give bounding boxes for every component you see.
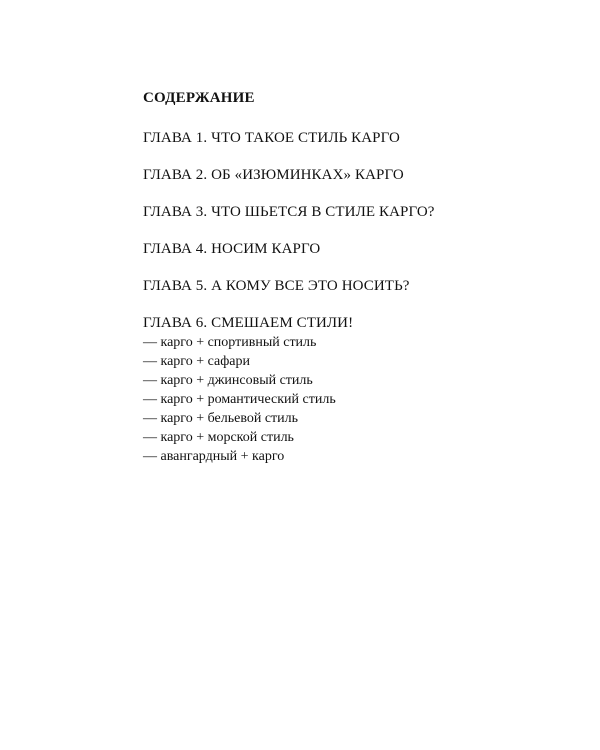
toc-title: СОДЕРЖАНИЕ xyxy=(143,90,255,106)
toc-chapter-2: ГЛАВА 2. ОБ «ИЗЮМИНКАХ» КАРГО xyxy=(143,167,404,183)
toc-subitem: — карго + романтический стиль xyxy=(143,392,336,407)
table-of-contents xyxy=(143,88,563,466)
toc-chapter-5: ГЛАВА 5. А КОМУ ВСЕ ЭТО НОСИТЬ? xyxy=(143,278,410,294)
toc-chapter-6-subitems xyxy=(143,333,563,466)
toc-subitem: — авангардный + карго xyxy=(143,449,285,464)
toc-chapter-3: ГЛАВА 3. ЧТО ШЬЕТСЯ В СТИЛЕ КАРГО? xyxy=(143,204,435,220)
toc-subitem: — карго + бельевой стиль xyxy=(143,411,299,426)
toc-chapter-6: ГЛАВА 6. СМЕШАЕМ СТИЛИ! xyxy=(143,315,354,331)
toc-subitem: — карго + сафари xyxy=(143,354,250,369)
toc-chapter-1: ГЛАВА 1. ЧТО ТАКОЕ СТИЛЬ КАРГО xyxy=(143,130,400,146)
toc-subitem: — карго + джинсовый стиль xyxy=(143,373,313,388)
toc-chapter-4: ГЛАВА 4. НОСИМ КАРГО xyxy=(143,241,321,257)
toc-subitem: — карго + морской стиль xyxy=(143,430,294,445)
toc-subitem: — карго + спортивный стиль xyxy=(143,335,317,350)
